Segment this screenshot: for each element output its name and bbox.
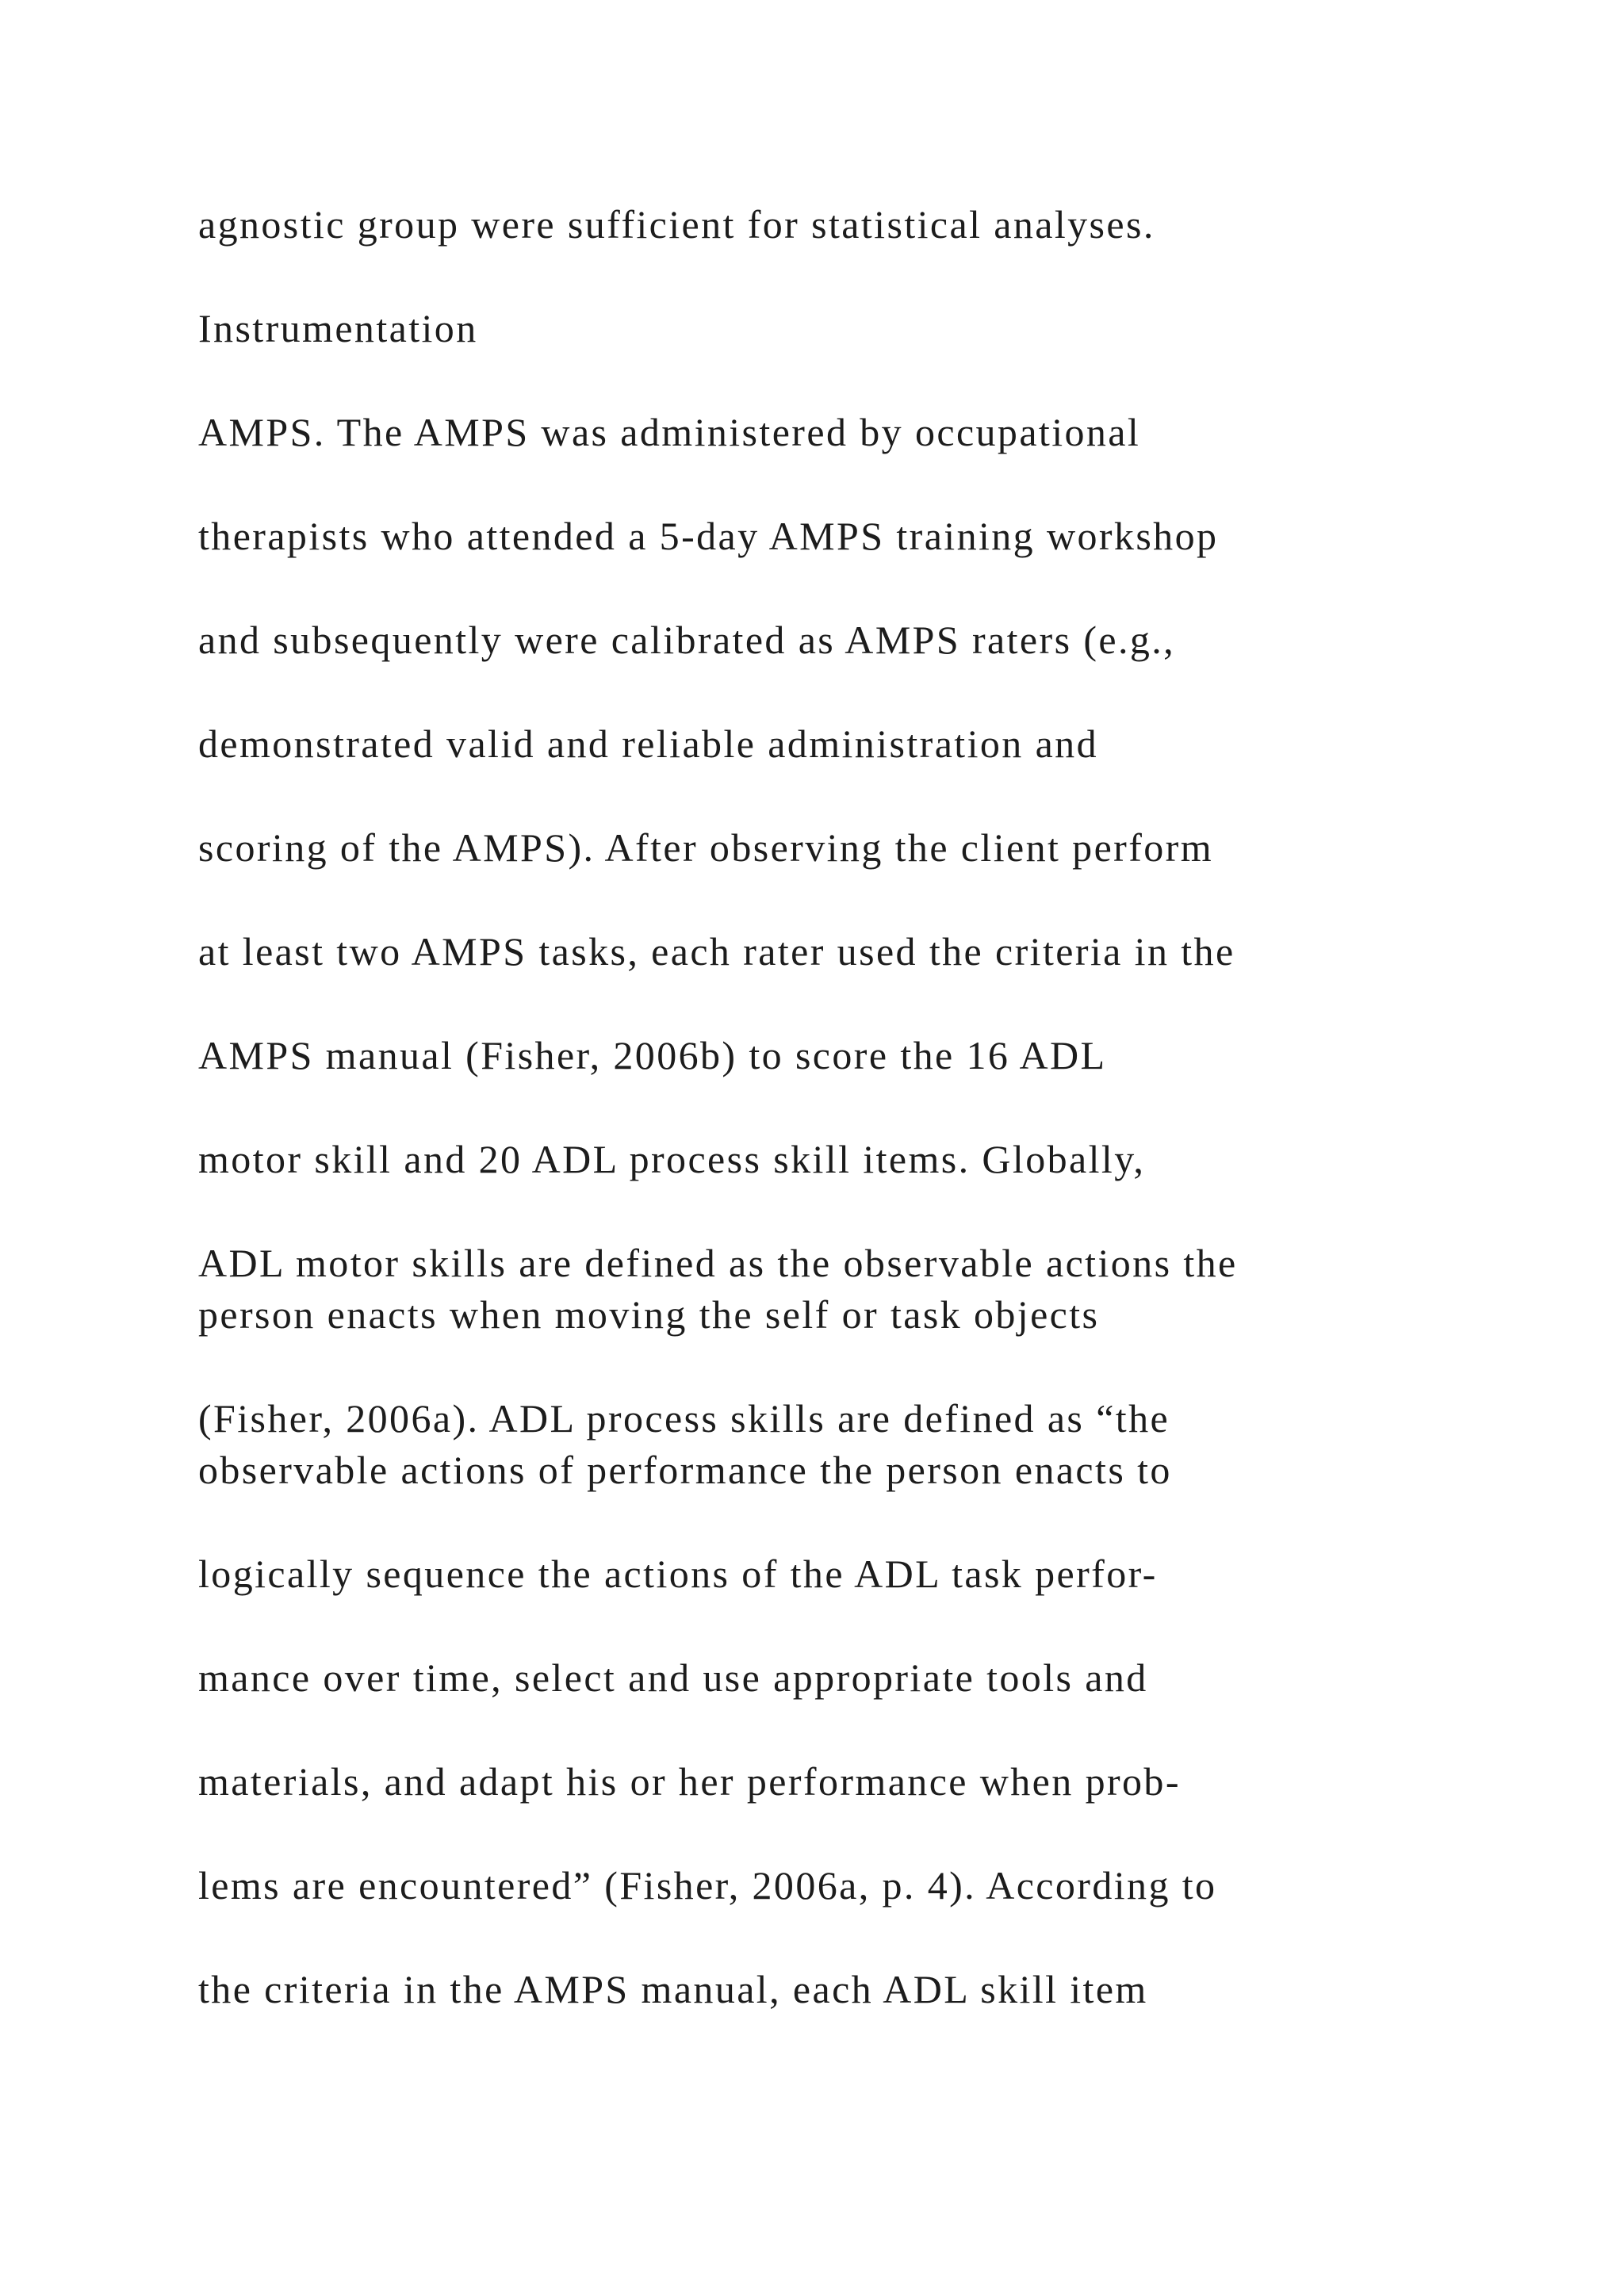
text-line: motor skill and 20 ADL process skill items. Globally, — [198, 1137, 1146, 1181]
text-line: and subsequently were calibrated as AMPS raters (e.g., — [198, 618, 1176, 662]
text-line: therapists who attended a 5-day AMPS training workshop — [198, 514, 1219, 558]
text-line: AMPS manual (Fisher, 2006b) to score the 16 ADL — [198, 1033, 1107, 1077]
text-line: mance over time, select and use appropriate tools and — [198, 1655, 1148, 1700]
text-line: logically sequence the actions of the ADL task perfor- — [198, 1552, 1158, 1596]
text-line: observable actions of performance the person enacts to — [198, 1448, 1172, 1492]
section-heading: Instrumentation — [198, 306, 478, 350]
text-line: (Fisher, 2006a). ADL process skills are defined as “the — [198, 1396, 1170, 1441]
text-line: ADL motor skills are defined as the observable actions the — [198, 1241, 1238, 1285]
text-line: person enacts when moving the self or task objects — [198, 1292, 1100, 1337]
text-line: scoring of the AMPS). After observing the client perform — [198, 825, 1214, 870]
text-line: demonstrated valid and reliable administration and — [198, 721, 1098, 766]
text-line: AMPS. The AMPS was administered by occupational — [198, 410, 1141, 454]
text-line: at least two AMPS tasks, each rater used the criteria in the — [198, 929, 1235, 974]
text-line: the criteria in the AMPS manual, each ADL skill item — [198, 1967, 1148, 2011]
text-line: lems are encountered” (Fisher, 2006a, p. 4). According to — [198, 1863, 1217, 1908]
text-line: agnostic group were sufficient for statistical analyses. — [198, 202, 1155, 247]
text-line: materials, and adapt his or her performance when prob- — [198, 1759, 1181, 1804]
